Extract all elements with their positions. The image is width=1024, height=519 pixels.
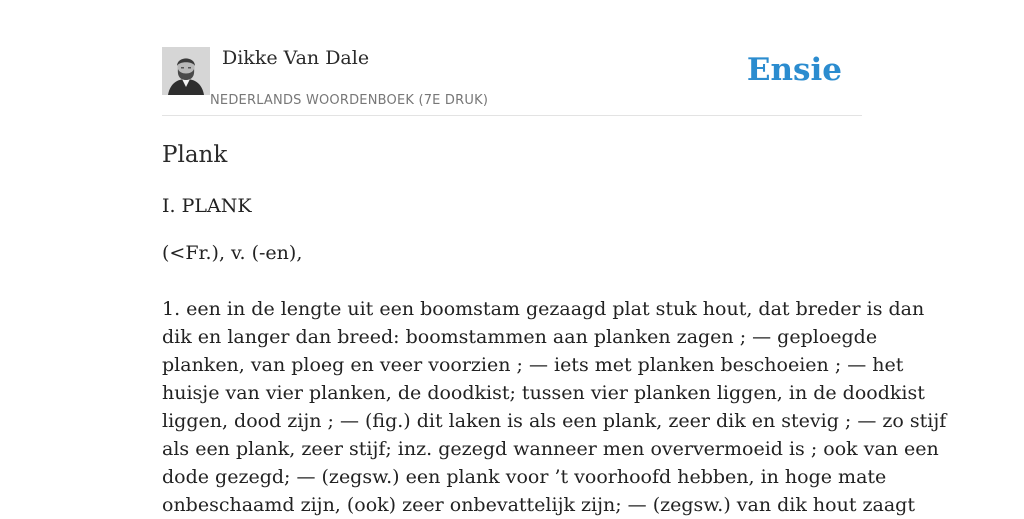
definition-line: dik en langer dan breed: boomstammen aan planken zagen ; — geploegde [162,326,878,348]
entry-grammar: (<Fr.), v. (-en), [162,242,303,264]
author-name[interactable]: Dikke Van Dale [222,47,370,69]
entry-definition [162,295,947,519]
definition-line: onbeschaamd zijn, (ook) zeer onbevattelijk zijn; — (zegsw.) van dik hout zaagt [162,494,915,516]
portrait-image [162,47,210,95]
definition-line: als een plank, zeer stijf; inz. gezegd wanneer men oververmoeid is ; ook van een [162,438,939,460]
source-title[interactable]: NEDERLANDS WOORDENBOEK (7E DRUK) [210,93,489,108]
brand-logo-link[interactable]: Ensie [746,52,842,88]
definition-line: planken, van ploeg en veer voorzien ; — iets met planken beschoeien ; — het [162,354,904,376]
page [162,0,947,516]
definition-line: liggen, dood zijn ; — (fig.) dit laken is als een plank, zeer dik en stevig ; — zo stijf [162,410,947,432]
definition-line: huisje van vier planken, de doodkist; tussen vier planken liggen, in de doodkist [162,382,925,404]
definition-line: dode gezegd; — (zegsw.) een plank voor ’t voorhoofd hebben, in hoge mate [162,466,887,488]
entry-title: Plank [162,142,228,168]
entry-headword: I. PLANK [162,195,252,217]
page-header [162,0,862,116]
definition-line: 1. een in de lengte uit een boomstam gezaagd plat stuk hout, dat breder is dan [162,298,925,320]
author-avatar[interactable] [162,47,210,95]
